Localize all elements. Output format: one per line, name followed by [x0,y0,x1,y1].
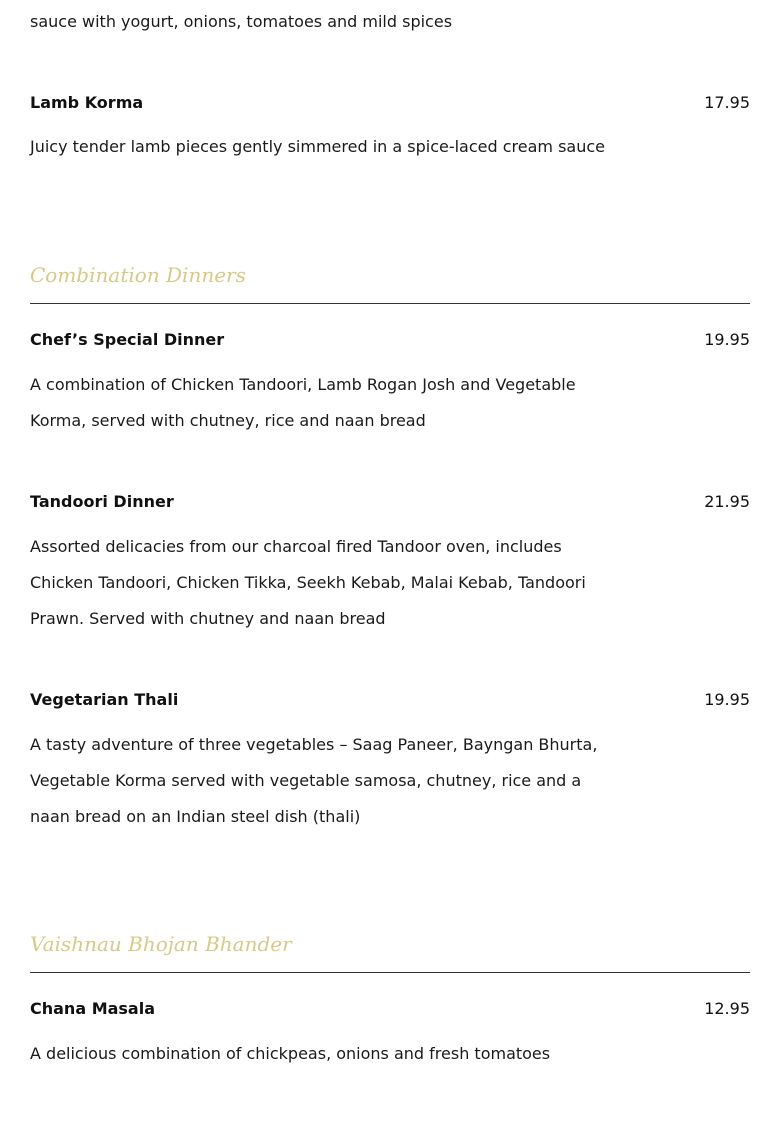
item-description-continued: sauce with yogurt, onions, tomatoes and mild spices [30,12,453,31]
item-name: Chef’s Special Dinner [30,330,225,349]
item-description: Juicy tender lamb pieces gently simmered in a spice-laced cream sauce [30,137,605,156]
menu-item-chana-masala [30,998,750,1072]
item-price: 21.95 [704,492,750,511]
menu-item-lamb-korma [30,92,750,165]
menu-page [30,0,750,1121]
section-divider [30,303,750,304]
section-title-combination-dinners: Combination Dinners [30,263,246,287]
item-price: 19.95 [704,690,750,709]
item-name: Tandoori Dinner [30,492,174,511]
item-description: A combination of Chicken Tandoori, Lamb Rogan Josh and Vegetable Korma, served with chutney, rice and naan bread [30,375,576,430]
item-description: A tasty adventure of three vegetables – Saag Paneer, Bayngan Bhurta, Vegetable Korma served with vegetable samosa, chutney, rice and a naan bread on an Indian steel dish (thali) [30,735,598,826]
item-price: 17.95 [704,93,750,112]
item-price: 19.95 [704,330,750,349]
item-description: Assorted delicacies from our charcoal fired Tandoor oven, includes Chicken Tandoori, Chicken Tikka, Seekh Kebab, Malai Kebab, Tandoori Prawn. Served with chutney and naan bread [30,537,586,628]
item-name: Lamb Korma [30,93,144,112]
menu-item-vegetarian-thali [30,689,750,835]
item-name: Chana Masala [30,999,156,1018]
item-name: Vegetarian Thali [30,690,179,709]
menu-item-tandoori-dinner [30,491,750,637]
section-title-vaishnau-bhojan-bhander: Vaishnau Bhojan Bhander [30,932,292,956]
item-price: 12.95 [704,999,750,1018]
section-divider [30,972,750,973]
item-description: A delicious combination of chickpeas, onions and fresh tomatoes [30,1044,551,1063]
menu-item-chefs-special-dinner [30,329,750,439]
